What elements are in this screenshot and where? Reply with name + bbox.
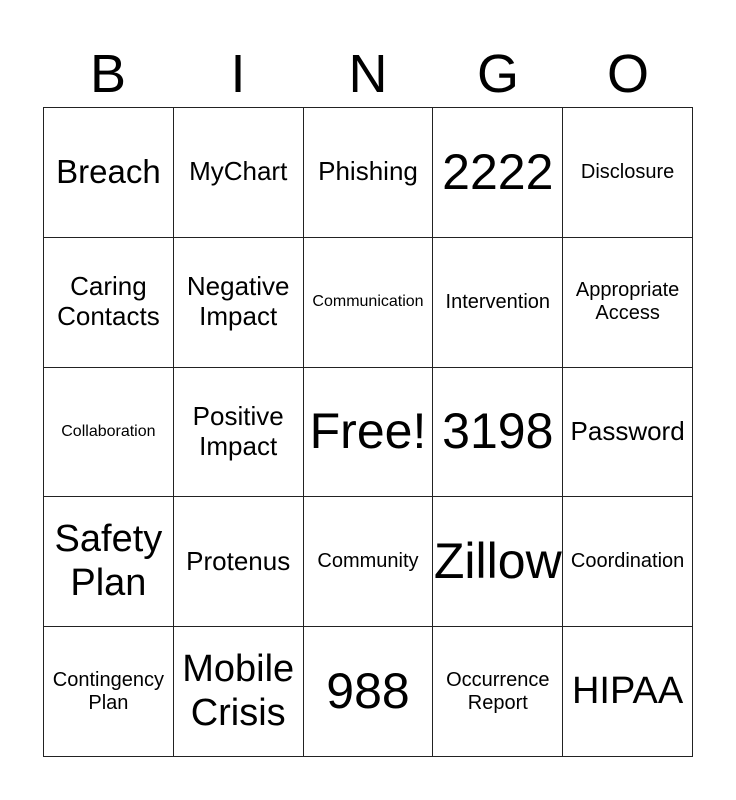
- bingo-cell[interactable]: Mobile Crisis: [174, 627, 304, 757]
- bingo-header: [43, 40, 693, 108]
- bingo-cell[interactable]: Community: [304, 497, 434, 627]
- bingo-cell[interactable]: MyChart: [174, 108, 304, 238]
- bingo-cell[interactable]: Negative Impact: [174, 238, 304, 368]
- bingo-cell[interactable]: Password: [563, 368, 693, 498]
- free-space-cell[interactable]: Free!: [304, 368, 434, 498]
- header-letter-i: I: [230, 44, 246, 104]
- bingo-cell[interactable]: Safety Plan: [44, 497, 174, 627]
- bingo-cell[interactable]: Positive Impact: [174, 368, 304, 498]
- bingo-cell[interactable]: 988: [304, 627, 434, 757]
- bingo-cell[interactable]: Contingency Plan: [44, 627, 174, 757]
- bingo-cell[interactable]: Intervention: [433, 238, 563, 368]
- header-letter-o: O: [606, 44, 649, 104]
- bingo-cell[interactable]: Collaboration: [44, 368, 174, 498]
- bingo-cell[interactable]: 2222: [433, 108, 563, 238]
- bingo-cell[interactable]: Communication: [304, 238, 434, 368]
- bingo-cell[interactable]: 3198: [433, 368, 563, 498]
- bingo-cell[interactable]: HIPAA: [563, 627, 693, 757]
- header-letter-b: B: [89, 44, 127, 104]
- bingo-cell[interactable]: Zillow: [433, 497, 563, 627]
- bingo-cell[interactable]: Appropriate Access: [563, 238, 693, 368]
- bingo-cell[interactable]: Occurrence Report: [433, 627, 563, 757]
- bingo-cell[interactable]: Phishing: [304, 108, 434, 238]
- bingo-cell[interactable]: Protenus: [174, 497, 304, 627]
- header-letter-g: G: [476, 44, 519, 104]
- bingo-cell[interactable]: Breach: [44, 108, 174, 238]
- bingo-cell[interactable]: Caring Contacts: [44, 238, 174, 368]
- bingo-cell[interactable]: Disclosure: [563, 108, 693, 238]
- header-letter-n: N: [348, 44, 388, 104]
- bingo-cell[interactable]: Coordination: [563, 497, 693, 627]
- bingo-board: [43, 107, 693, 757]
